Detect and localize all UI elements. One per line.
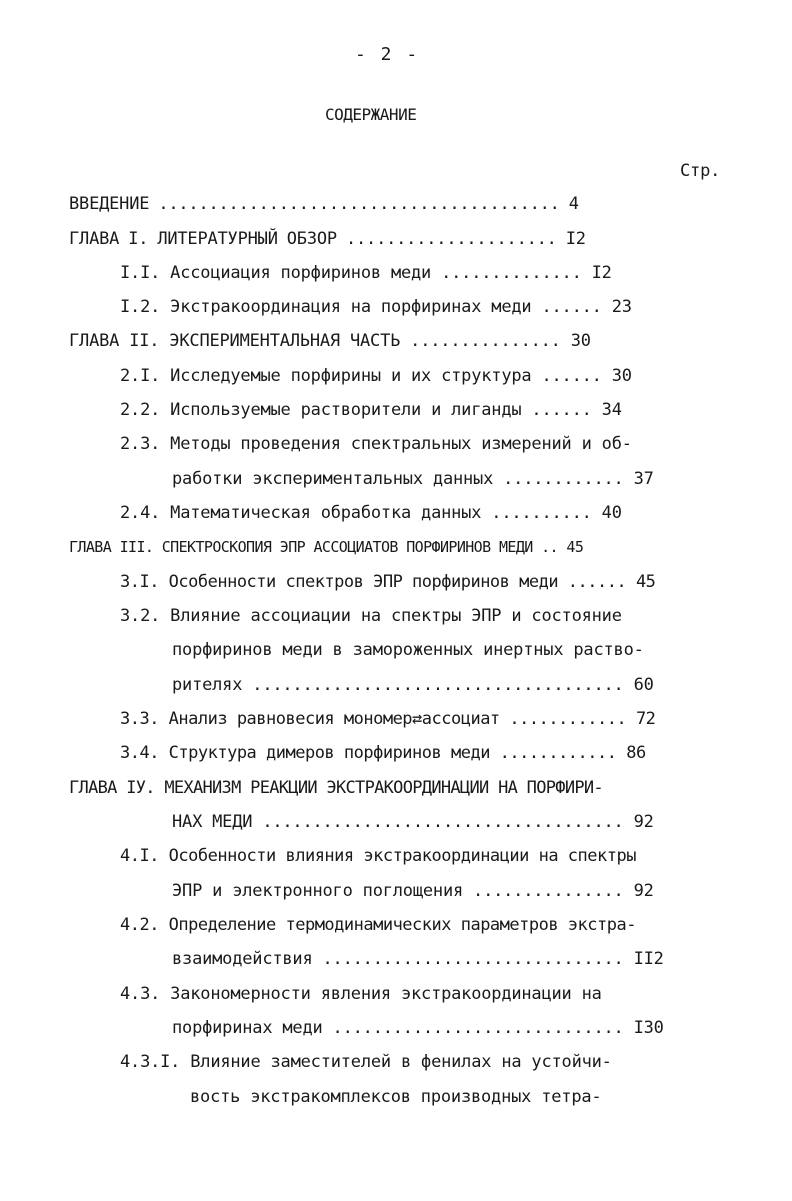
toc-line: ГЛАВА I. ЛИТЕРАТУРНЫЙ ОБЗОР ..................... I2 bbox=[69, 229, 586, 249]
page-column-label: Стр. bbox=[680, 161, 721, 181]
toc-line: 3.I. Особенности спектров ЭПР порфиринов меди ...... 45 bbox=[120, 572, 656, 592]
toc-line: 2.I. Исследуемые порфирины и их структура ...... 30 bbox=[120, 366, 632, 386]
toc-line: 4.3. Закономерности явления экстракоординации на bbox=[120, 984, 602, 1004]
toc-line: 2.2. Используемые растворители и лиганды ...... 34 bbox=[120, 400, 622, 420]
toc-line: ЭПР и электронного поглощения ............... 92 bbox=[172, 881, 654, 901]
toc-line: ВВЕДЕНИЕ ........................................ 4 bbox=[69, 194, 579, 214]
toc-line: 3.2. Влияние ассоциации на спектры ЭПР и состояние bbox=[120, 606, 622, 626]
toc-line: 4.2. Определение термодинамических параметров экстра- bbox=[120, 915, 636, 935]
toc-line: I.2. Экстракоординация на порфиринах меди ...... 23 bbox=[120, 297, 632, 317]
toc-line: ГЛАВА II. ЭКСПЕРИМЕНТАЛЬНАЯ ЧАСТЬ ............... 30 bbox=[69, 331, 591, 351]
page-title: СОДЕРЖАНИЕ bbox=[325, 105, 417, 124]
page-number: - 2 - bbox=[355, 44, 420, 65]
toc-line: 4.3.I. Влияние заместителей в фенилах на устойчи- bbox=[120, 1052, 612, 1072]
toc-line: порфиринов меди в замороженных инертных раство- bbox=[172, 640, 644, 660]
toc-line: 2.4. Математическая обработка данных .......... 40 bbox=[120, 503, 622, 523]
toc-line: 3.3. Анализ равновесия мономер⇄ассоциат ............ 72 bbox=[120, 709, 656, 729]
toc-line: ГЛАВА III. СПЕКТРОСКОПИЯ ЭПР АССОЦИАТОВ ПОРФИРИНОВ МЕДИ .. 45 bbox=[69, 538, 584, 556]
toc-line: вость экстракомплексов производных тетра- bbox=[190, 1087, 602, 1107]
toc-line: рителях ..................................... 60 bbox=[172, 675, 654, 695]
toc-line: работки экспериментальных данных ............ 37 bbox=[172, 469, 654, 489]
toc-line: НАХ МЕДИ .................................... 92 bbox=[172, 812, 654, 832]
toc-line: порфиринах меди ............................. I30 bbox=[172, 1018, 664, 1038]
toc-line: 4.I. Особенности влияния экстракоординации на спектры bbox=[120, 846, 636, 866]
toc-line: 2.3. Методы проведения спектральных измерений и об- bbox=[120, 434, 632, 454]
toc-line: 3.4. Структура димеров порфиринов меди ............ 86 bbox=[120, 743, 646, 763]
toc-line: I.I. Ассоциация порфиринов меди .............. I2 bbox=[120, 263, 612, 283]
toc-line: ГЛАВА IУ. МЕХАНИЗМ РЕАКЦИИ ЭКСТРАКООРДИНАЦИИ НА ПОРФИРИ- bbox=[69, 778, 603, 798]
toc-line: взаимодействия .............................. II2 bbox=[172, 949, 664, 969]
